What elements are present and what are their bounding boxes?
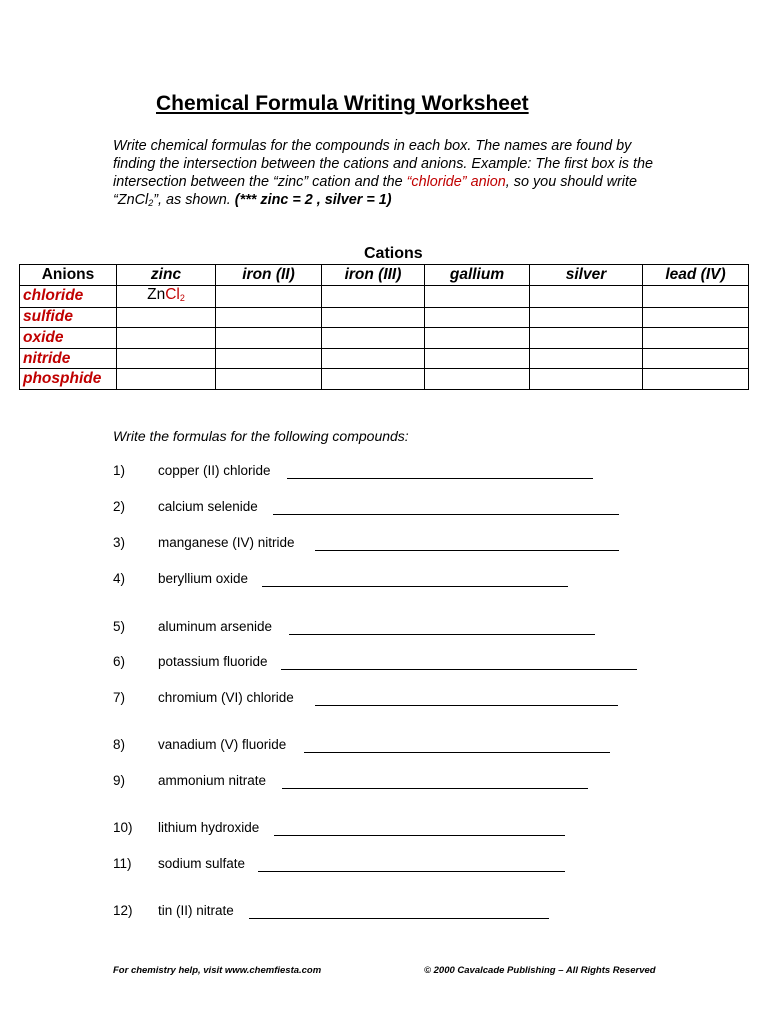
answer-line[interactable] [262,586,568,587]
answer-cell[interactable] [322,369,425,390]
answer-line[interactable] [249,918,549,919]
answer-line[interactable] [274,835,565,836]
question-number: 4) [113,571,126,586]
cation-header: iron (II) [216,265,322,286]
compound-name: aluminum arsenide [158,619,273,634]
answer-cell[interactable] [530,285,643,307]
compound-name: copper (II) chloride [158,463,271,478]
anions-heading: Anions [20,265,117,286]
answer-line[interactable] [282,788,588,789]
compound-name: lithium hydroxide [158,820,260,835]
answer-cell[interactable] [216,285,322,307]
compound-name: ammonium nitrate [158,773,267,788]
footer-help-link: For chemistry help, visit www.chemfiesta.com [113,965,322,976]
example-answer-cell [117,285,216,307]
question-number: 3) [113,535,126,550]
cation-header: iron (III) [322,265,425,286]
compound-name: manganese (IV) nitride [158,535,295,550]
answer-cell[interactable] [117,328,216,349]
compound-name: chromium (VI) chloride [158,690,294,705]
answer-cell[interactable] [643,348,749,369]
answer-cell[interactable] [425,328,530,349]
answer-cell[interactable] [216,328,322,349]
answer-cell[interactable] [216,307,322,328]
compound-name: calcium selenide [158,499,258,514]
compound-name: sodium sulfate [158,856,246,871]
grid-row [20,285,749,307]
answer-cell[interactable] [643,369,749,390]
compound-name: tin (II) nitrate [158,903,234,918]
compound-name: beryllium oxide [158,571,249,586]
grid-row [20,348,749,369]
intro-text-1: Write chemical formulas for the compounds in each box. The names are found by finding the intersection between the cations and anions. Example: The first box is the intersection between the “zinc” cation and the [113,138,653,190]
question-number: 7) [113,690,126,705]
answer-cell[interactable] [530,369,643,390]
answer-line[interactable] [281,669,637,670]
answer-line[interactable] [258,871,565,872]
answer-cell[interactable] [425,369,530,390]
answer-cell[interactable] [216,348,322,369]
answer-cell[interactable] [425,307,530,328]
answer-cell[interactable] [322,307,425,328]
anion-label: oxide [20,328,117,349]
compound-name: potassium fluoride [158,654,268,669]
answer-cell[interactable] [216,369,322,390]
answer-line[interactable] [289,634,595,635]
page-title: Chemical Formula Writing Worksheet [156,92,529,115]
answer-cell[interactable] [117,369,216,390]
anion-label: sulfide [20,307,117,328]
cation-header: silver [530,265,643,286]
grid-row [20,307,749,328]
intro-highlight-chloride: “chloride” anion [406,174,506,190]
cations-heading: Cations [364,245,423,262]
anion-label: chloride [20,285,117,307]
intro-subscript: 2 [148,198,154,208]
answer-line[interactable] [304,752,610,753]
intro-charge-note: (*** zinc = 2 , silver = 1) [234,192,392,208]
answer-cell[interactable] [530,348,643,369]
question-number: 10) [113,820,133,835]
cation-header: zinc [117,265,216,286]
answer-cell[interactable] [530,307,643,328]
footer-copyright: © 2000 Cavalcade Publishing – All Rights Reserved [424,965,656,976]
anion-label: phosphide [20,369,117,390]
formula-grid [19,264,749,390]
question-number: 12) [113,903,133,918]
answer-line[interactable] [315,550,619,551]
answer-cell[interactable] [322,285,425,307]
question-number: 9) [113,773,126,788]
question-number: 6) [113,654,126,669]
answer-line[interactable] [273,514,619,515]
intro-text-2: , so you should write “ZnCl [113,174,637,208]
cation-header: lead (IV) [643,265,749,286]
question-number: 8) [113,737,126,752]
answer-cell[interactable] [117,348,216,369]
compound-name: vanadium (V) fluoride [158,737,287,752]
question-number: 11) [113,856,132,871]
question-number: 2) [113,499,126,514]
answer-cell[interactable] [425,348,530,369]
answer-cell[interactable] [643,307,749,328]
cation-header: gallium [425,265,530,286]
question-number: 1) [113,463,126,478]
grid-header-row [20,265,749,286]
answer-cell[interactable] [322,328,425,349]
instructions-paragraph [113,137,653,212]
answer-cell[interactable] [322,348,425,369]
answer-line[interactable] [287,478,593,479]
example-subscript: 2 [179,292,185,303]
intro-text-3: ”, as shown. [153,192,235,208]
answer-cell[interactable] [643,328,749,349]
anion-label: nitride [20,348,117,369]
answer-cell[interactable] [117,307,216,328]
question-number: 5) [113,619,126,634]
grid-row [20,328,749,349]
answer-cell[interactable] [643,285,749,307]
example-cation: Zn [147,285,166,303]
answer-cell[interactable] [425,285,530,307]
compounds-instruction: Write the formulas for the following compounds: [113,428,409,444]
grid-row [20,369,749,390]
example-anion: Cl [165,285,180,303]
answer-cell[interactable] [530,328,643,349]
answer-line[interactable] [315,705,618,706]
